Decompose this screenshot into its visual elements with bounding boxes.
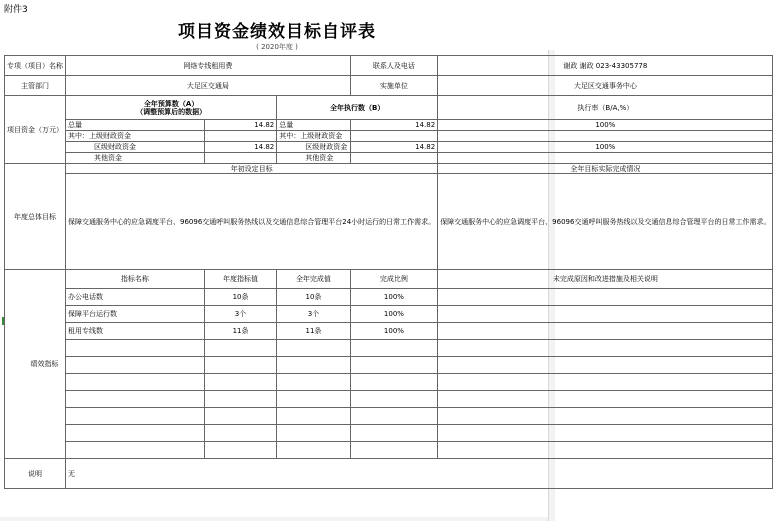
project-name-row bbox=[5, 56, 773, 76]
indicator-ratio[interactable]: 100% bbox=[350, 289, 438, 306]
indicator-header: 全年完成值 bbox=[277, 270, 350, 289]
indicator-actual[interactable] bbox=[277, 425, 350, 442]
indicator-actual[interactable]: 3个 bbox=[277, 306, 350, 323]
indicator-note[interactable] bbox=[438, 408, 773, 425]
fund-exec[interactable]: 14.82 bbox=[350, 142, 438, 153]
indicator-target[interactable] bbox=[204, 425, 276, 442]
fund-rate[interactable]: 100% bbox=[438, 120, 773, 131]
department-label: 主管部门 bbox=[5, 76, 66, 96]
fund-budget[interactable]: 14.82 bbox=[204, 142, 276, 153]
indicator-ratio[interactable]: 100% bbox=[350, 306, 438, 323]
table-row bbox=[5, 442, 773, 459]
indicator-ratio[interactable]: 100% bbox=[350, 323, 438, 340]
department-row bbox=[5, 76, 773, 96]
funds-row bbox=[5, 120, 773, 131]
indicator-ratio[interactable] bbox=[350, 442, 438, 459]
fund-budget[interactable] bbox=[204, 131, 276, 142]
funds-section-label: 项目资金（万元） bbox=[5, 96, 66, 164]
implementing-unit-label: 实施单位 bbox=[350, 76, 438, 96]
project-name-label: 专项（项目）名称 bbox=[5, 56, 66, 76]
fund-exec[interactable] bbox=[350, 153, 438, 164]
indicator-header: 完成比例 bbox=[350, 270, 438, 289]
indicator-actual[interactable]: 11条 bbox=[277, 323, 350, 340]
funds-row bbox=[5, 153, 773, 164]
fund-label: 区级财政资金 bbox=[66, 142, 205, 153]
fund-exec[interactable] bbox=[350, 131, 438, 142]
attachment-label: 附件3 bbox=[4, 5, 28, 15]
funds-row bbox=[5, 131, 773, 142]
indicator-header: 指标名称 bbox=[66, 270, 205, 289]
indicator-name[interactable] bbox=[66, 391, 205, 408]
indicator-name[interactable] bbox=[66, 374, 205, 391]
indicator-name[interactable] bbox=[66, 340, 205, 357]
goals-section-label: 年度总体目标 bbox=[5, 164, 66, 270]
table-row bbox=[5, 357, 773, 374]
fund-budget[interactable]: 14.82 bbox=[204, 120, 276, 131]
indicator-name[interactable] bbox=[66, 442, 205, 459]
indicator-target[interactable] bbox=[204, 442, 276, 459]
indicator-ratio[interactable] bbox=[350, 391, 438, 408]
fund-exec-label: 总量 bbox=[277, 120, 350, 131]
table-row bbox=[5, 323, 773, 340]
fund-label: 其中：上级财政资金 bbox=[66, 131, 205, 142]
indicator-target[interactable]: 3个 bbox=[204, 306, 276, 323]
indicator-actual[interactable] bbox=[277, 357, 350, 374]
goals-header-row bbox=[5, 164, 773, 174]
goals-content-row bbox=[5, 174, 773, 270]
fund-exec[interactable]: 14.82 bbox=[350, 120, 438, 131]
budget-header-line1: 全年预算数（A） bbox=[143, 99, 199, 108]
table-row bbox=[5, 425, 773, 442]
indicator-actual[interactable] bbox=[277, 442, 350, 459]
page-title: 项目资金绩效目标自评表 bbox=[178, 22, 376, 42]
indicator-actual[interactable] bbox=[277, 374, 350, 391]
indicator-name[interactable] bbox=[66, 357, 205, 374]
indicator-name[interactable]: 办公电话数 bbox=[66, 289, 205, 306]
indicator-ratio[interactable] bbox=[350, 357, 438, 374]
indicator-note[interactable] bbox=[438, 357, 773, 374]
indicator-note[interactable] bbox=[438, 340, 773, 357]
implementing-unit-value[interactable]: 大足区交通事务中心 bbox=[438, 76, 773, 96]
execution-header: 全年执行数（B） bbox=[277, 96, 438, 120]
fund-budget[interactable] bbox=[204, 153, 276, 164]
funds-row bbox=[5, 142, 773, 153]
indicator-header-row bbox=[5, 270, 773, 289]
indicator-actual[interactable] bbox=[277, 391, 350, 408]
indicator-ratio[interactable] bbox=[350, 374, 438, 391]
budget-header bbox=[66, 96, 277, 120]
table-row bbox=[5, 374, 773, 391]
fund-rate[interactable] bbox=[438, 153, 773, 164]
indicator-target[interactable] bbox=[204, 391, 276, 408]
fund-label: 总量 bbox=[66, 120, 205, 131]
indicator-note[interactable] bbox=[438, 391, 773, 408]
indicator-ratio[interactable] bbox=[350, 340, 438, 357]
planned-goal-text[interactable]: 保障交通服务中心的应急调度平台、96096交通呼叫服务热线以及交通信息综合管理平台24小时运行的日常工作需求。 bbox=[66, 174, 438, 270]
notes-value[interactable]: 无 bbox=[66, 459, 773, 489]
fund-exec-label: 其中：上级财政资金 bbox=[277, 131, 350, 142]
fiscal-year: ( 2020年度 ) bbox=[256, 43, 298, 51]
table-row bbox=[5, 306, 773, 323]
project-name-value[interactable]: 网络专线租用费 bbox=[66, 56, 351, 76]
indicator-header: 年度指标值 bbox=[204, 270, 276, 289]
indicator-target[interactable]: 11条 bbox=[204, 323, 276, 340]
indicator-ratio[interactable] bbox=[350, 408, 438, 425]
notes-row bbox=[5, 459, 773, 489]
self-evaluation-table bbox=[4, 55, 773, 489]
indicator-target[interactable] bbox=[204, 340, 276, 357]
fund-exec-label: 区级财政资金 bbox=[277, 142, 350, 153]
indicator-ratio[interactable] bbox=[350, 425, 438, 442]
contact-label: 联系人及电话 bbox=[350, 56, 438, 76]
contact-value[interactable]: 谢政 谢政 023-43305778 bbox=[438, 56, 773, 76]
planned-goal-header: 年初设定目标 bbox=[66, 164, 438, 174]
sheet-edge-bottom bbox=[0, 517, 548, 521]
indicator-name[interactable]: 保障平台运行数 bbox=[66, 306, 205, 323]
indicator-note[interactable] bbox=[438, 323, 773, 340]
indicator-name[interactable] bbox=[66, 408, 205, 425]
indicator-header: 未完成原因和改进措施及相关说明 bbox=[438, 270, 773, 289]
fund-rate[interactable]: 100% bbox=[438, 142, 773, 153]
indicator-name[interactable]: 租用专线数 bbox=[66, 323, 205, 340]
actual-goal-header: 全年目标实际完成情况 bbox=[438, 164, 773, 174]
fund-exec-label: 其他资金 bbox=[277, 153, 350, 164]
notes-label: 说明 bbox=[5, 459, 66, 489]
budget-header-line2: （调整预算后的数据） bbox=[136, 107, 207, 116]
indicator-target[interactable] bbox=[204, 374, 276, 391]
actual-goal-text[interactable]: 保障交通服务中心的应急调度平台、96096交通呼叫服务热线以及交通信息综合管理平台的日常工作需求。 bbox=[438, 174, 773, 270]
indicator-note[interactable] bbox=[438, 442, 773, 459]
indicator-name[interactable] bbox=[66, 425, 205, 442]
department-value[interactable]: 大足区交通局 bbox=[66, 76, 351, 96]
indicator-actual[interactable] bbox=[277, 340, 350, 357]
table-row bbox=[5, 408, 773, 425]
execution-rate-header: 执行率（B/A,%） bbox=[438, 96, 773, 120]
table-row bbox=[5, 289, 773, 306]
indicator-note[interactable] bbox=[438, 306, 773, 323]
indicator-note[interactable] bbox=[438, 289, 773, 306]
indicator-target[interactable] bbox=[204, 357, 276, 374]
indicator-note[interactable] bbox=[438, 374, 773, 391]
indicator-actual[interactable] bbox=[277, 408, 350, 425]
indicator-note[interactable] bbox=[438, 425, 773, 442]
indicator-target[interactable]: 10条 bbox=[204, 289, 276, 306]
table-row bbox=[5, 391, 773, 408]
indicator-actual[interactable]: 10条 bbox=[277, 289, 350, 306]
table-row bbox=[5, 340, 773, 357]
funds-header-row bbox=[5, 96, 773, 120]
fund-rate[interactable] bbox=[438, 131, 773, 142]
indicator-section-label: 绩效指标 bbox=[5, 270, 66, 459]
indicator-target[interactable] bbox=[204, 408, 276, 425]
fund-label: 其他资金 bbox=[66, 153, 205, 164]
